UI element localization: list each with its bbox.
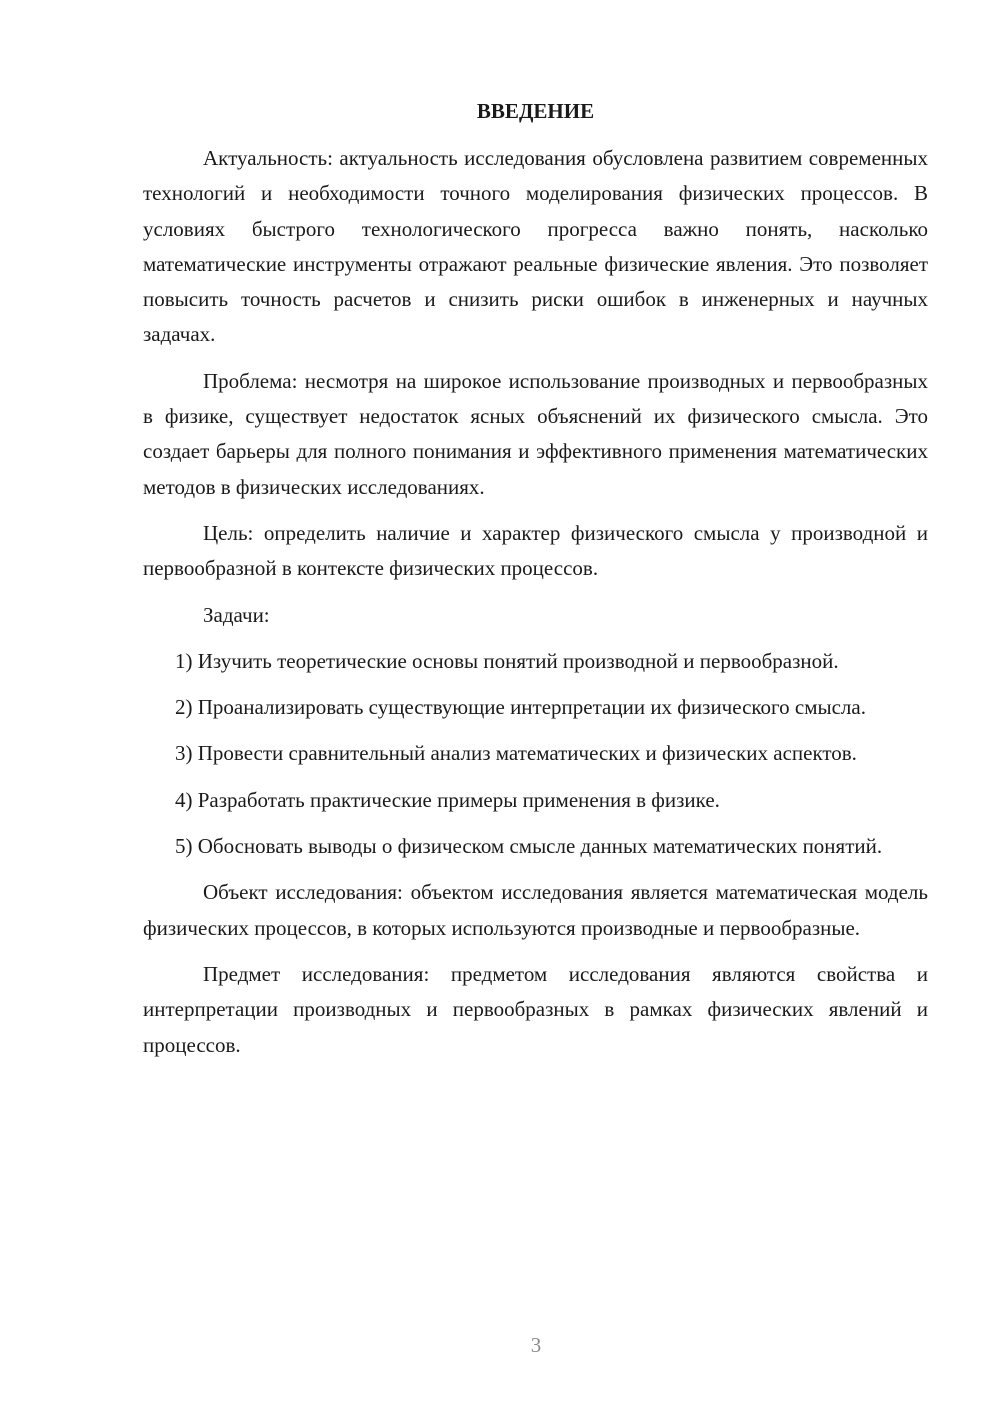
paragraph-problem: Проблема: несмотря на широкое использование производных и первообразных в физике, существует недостаток ясных объяснений их физического смысла. Это создает барьеры для полного понимания и эффективного применения математических методов в физических исследованиях.: [143, 368, 928, 499]
task-item-4: 4) Разработать практические примеры применения в физике.: [175, 787, 720, 812]
page-number: 3: [530, 1333, 542, 1357]
page-body: [143, 94, 928, 1063]
paragraph-object: Объект исследования: объектом исследования является математическая модель физических процессов, в которых используются производные и первообразные.: [143, 880, 928, 940]
paragraph-subject: Предмет исследования: предметом исследования являются свойства и интерпретации производных и первообразных в рамках физических явлений и процессов.: [143, 961, 928, 1057]
task-item-5: 5) Обосновать выводы о физическом смысле данных математических понятий.: [175, 834, 883, 859]
section-heading: ВВЕДЕНИЕ: [476, 99, 595, 123]
paragraph-goal: Цель: определить наличие и характер физического смысла у производной и первообразной в контексте физических процессов.: [143, 520, 928, 581]
task-item-3: 3) Провести сравнительный анализ математических и физических аспектов.: [175, 741, 857, 766]
task-item-1: 1) Изучить теоретические основы понятий производной и первообразной.: [175, 648, 839, 673]
task-item-2: 2) Проанализировать существующие интерпретации их физического смысла.: [175, 695, 866, 720]
paragraph-relevance: Актуальность: актуальность исследования обусловлена развитием современных технологий и необходимости точного моделирования физических процессов. В условиях быстрого технологического прогресса важно понять, насколько математические инструменты отражают реальные физические явления. Это позволяет повысить точность расчетов и снизить риски ошибок в инженерных и научных задачах.: [143, 146, 928, 347]
tasks-label: Задачи:: [203, 602, 270, 627]
